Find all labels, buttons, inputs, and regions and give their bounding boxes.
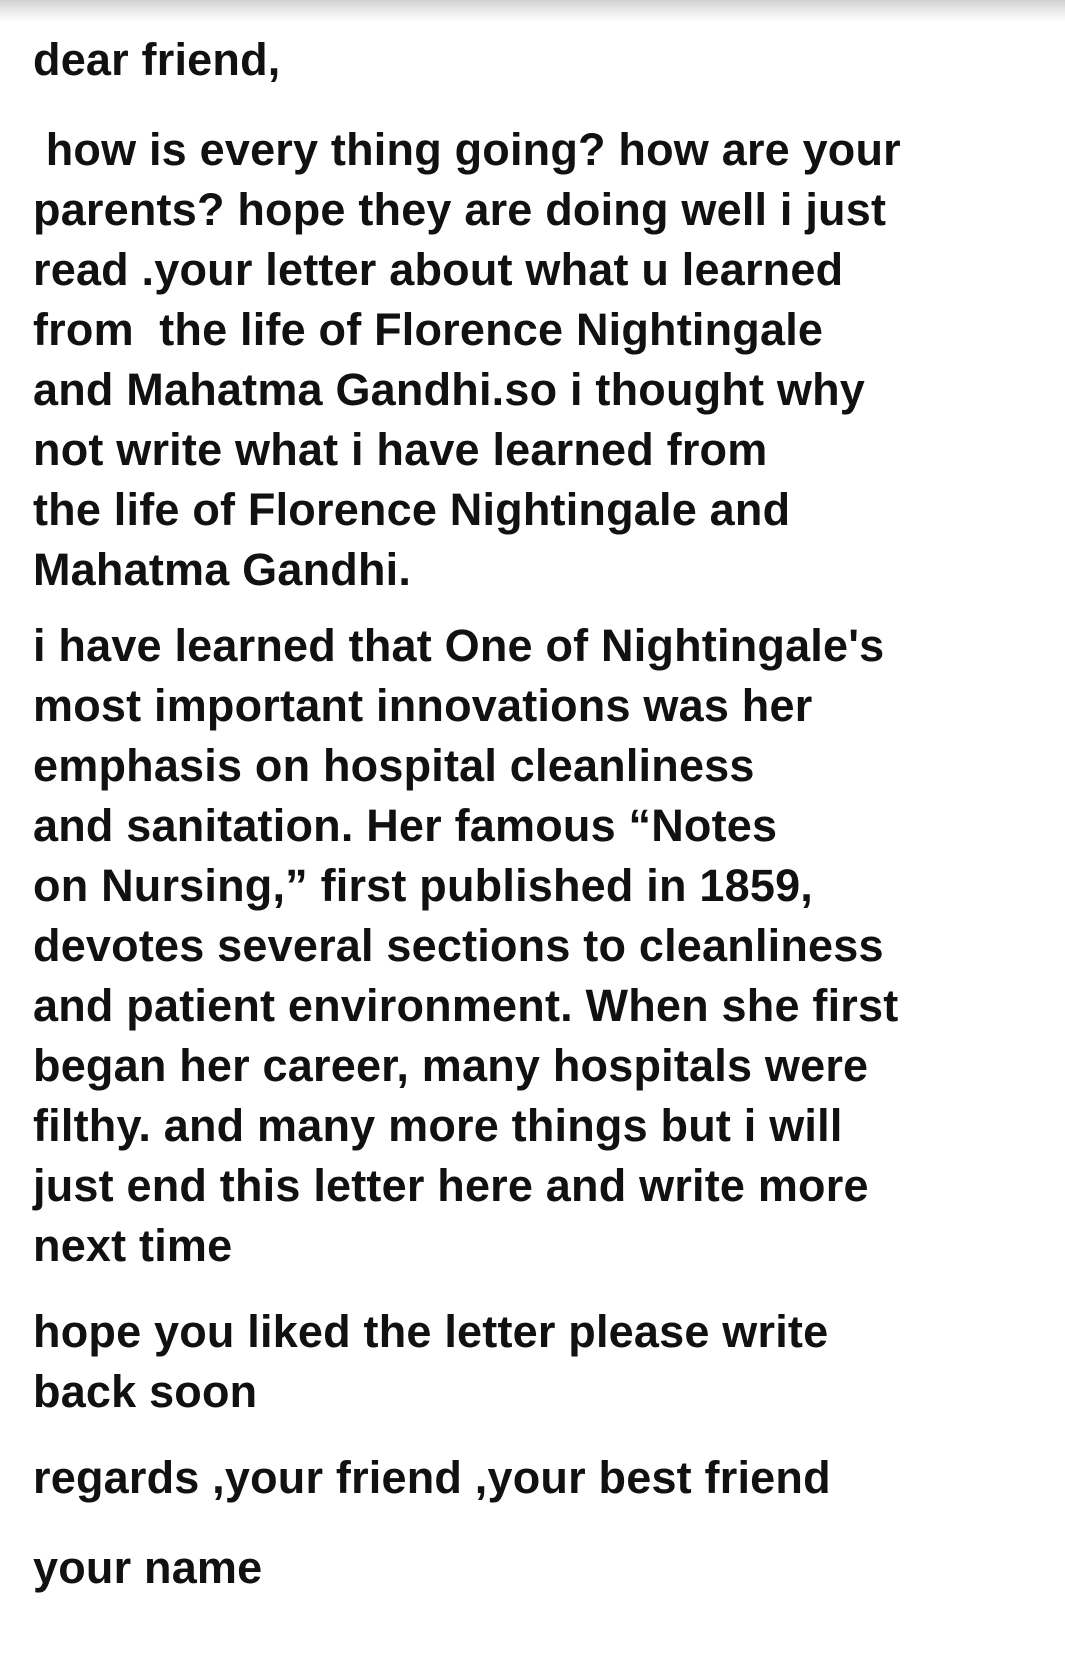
paragraph-2-line: on Nursing,” first published in 1859, [33,860,814,911]
paragraph-1-line: how is every thing going? how are your [33,124,901,175]
paragraph-2-line: i have learned that One of Nightingale's [33,620,885,671]
paragraph-1 [33,120,1043,600]
top-edge-shadow [0,0,1065,22]
regards-line [33,1448,1043,1508]
paragraph-2 [33,616,1043,1276]
paragraph-2-line: and patient environment. When she first [33,980,899,1031]
closing-line: back soon [33,1366,258,1417]
letter-body [33,30,1043,1598]
regards-text: regards ,your friend ,your best friend [33,1452,831,1503]
paragraph-2-line: filthy. and many more things but i will [33,1100,843,1151]
paragraph-1-line: the life of Florence Nightingale and [33,484,791,535]
paragraph-2-line: began her career, many hospitals were [33,1040,869,1091]
paragraph-1-line: Mahatma Gandhi. [33,544,412,595]
paragraph-2-line: most important innovations was her [33,680,813,731]
paragraph-1-line: and Mahatma Gandhi.so i thought why [33,364,866,415]
signature [33,1538,1043,1598]
paragraph-1-line: from the life of Florence Nightingale [33,304,824,355]
closing-paragraph [33,1302,1043,1422]
paragraph-1-line: not write what i have learned from [33,424,768,475]
paragraph-2-line: just end this letter here and write more [33,1160,869,1211]
letter-greeting [33,30,1043,90]
signature-text: your name [33,1542,263,1593]
paragraph-1-line: read .your letter about what u learned [33,244,844,295]
closing-line: hope you liked the letter please write [33,1306,829,1357]
paragraph-2-line: and sanitation. Her famous “Notes [33,800,778,851]
paragraph-1-line: parents? hope they are doing well i just [33,184,887,235]
paragraph-2-line: next time [33,1220,233,1271]
greeting-line: dear friend, [33,34,281,85]
paragraph-2-line: emphasis on hospital cleanliness [33,740,755,791]
paragraph-2-line: devotes several sections to cleanliness [33,920,884,971]
